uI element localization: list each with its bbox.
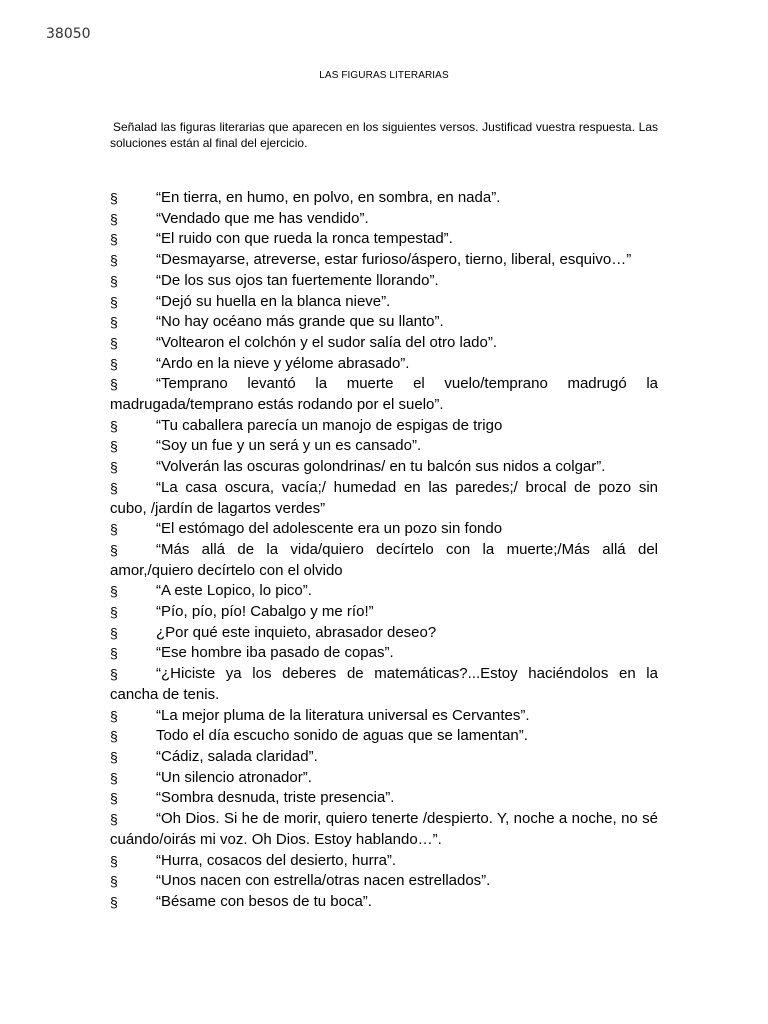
verse-text: “Sombra desnuda, triste presencia”. (156, 789, 395, 807)
document-id: 38050 (46, 26, 91, 42)
section-bullet: § (110, 521, 118, 538)
section-bullet: § (110, 231, 118, 248)
section-bullet: § (110, 769, 118, 786)
section-bullet: § (110, 438, 118, 455)
section-bullet: § (110, 334, 118, 351)
section-bullet: § (110, 852, 118, 869)
verse-text: “Ese hombre iba pasado de copas”. (156, 644, 394, 662)
verse-item (110, 747, 658, 768)
section-bullet: § (110, 666, 118, 683)
section-bullet: § (110, 272, 118, 289)
verse-text: “Dejó su huella en la blanca nieve”. (156, 292, 391, 310)
section-bullet: § (110, 541, 118, 558)
verse-item (110, 478, 658, 519)
verse-text: “A este Lopico, lo pico”. (156, 582, 312, 600)
section-bullet: § (110, 707, 118, 724)
instructions-paragraph: Señalad las figuras literarias que aparecen en los siguientes versos. Justificad vuestra respuesta. Las soluciones están al final del ejercicio. (110, 120, 658, 150)
verse-text: “Ardo en la nieve y yélome abrasado”. (156, 354, 410, 372)
verse-item (110, 540, 658, 581)
section-bullet: § (110, 790, 118, 807)
verse-item (110, 519, 658, 540)
verse-item (110, 788, 658, 809)
verse-text: “La mejor pluma de la literatura universal es Cervantes”. (156, 706, 530, 724)
verse-item (110, 664, 658, 705)
verse-item (110, 188, 658, 209)
verse-item (110, 250, 658, 271)
verse-item (110, 809, 658, 850)
verse-text: “Vendado que me has vendido”. (156, 209, 369, 227)
verse-item (110, 457, 658, 478)
verse-item (110, 768, 658, 789)
verse-item (110, 312, 658, 333)
section-bullet: § (110, 190, 118, 206)
section-bullet: § (110, 314, 118, 331)
verse-item (110, 726, 658, 747)
verse-text: “Voltearon el colchón y el sudor salía del otro lado”. (156, 333, 498, 351)
section-bullet: § (110, 459, 118, 476)
section-bullet: § (110, 583, 118, 600)
verse-text: ¿Por qué este inquieto, abrasador deseo? (156, 623, 437, 641)
verse-item (110, 581, 658, 602)
verse-text: “Temprano levantó la muerte el vuelo/temprano madrugó la madrugada/temprano estás rodando por el suelo”. (110, 375, 658, 414)
verse-item (110, 271, 658, 292)
verse-text: “¿Hiciste ya los deberes de matemáticas?...Estoy haciéndolos en la cancha de tenis. (110, 665, 658, 703)
verse-item (110, 374, 658, 415)
verse-text: “En tierra, en humo, en polvo, en sombra, en nada”. (156, 189, 501, 206)
verse-text: “No hay océano más grande que su llanto”. (156, 313, 444, 331)
section-bullet: § (110, 376, 118, 393)
section-bullet: § (110, 748, 118, 765)
verse-text: “Bésame con besos de tu boca”. (156, 892, 372, 910)
verse-item (110, 333, 658, 354)
section-bullet: § (110, 645, 118, 662)
verse-text: “Hurra, cosacos del desierto, hurra”. (156, 851, 397, 869)
section-bullet: § (110, 811, 118, 828)
verse-item (110, 416, 658, 437)
verse-item (110, 354, 658, 375)
verse-text: “De los sus ojos tan fuertemente llorando”. (156, 271, 439, 289)
verse-text: “Oh Dios. Si he de morir, quiero tenerte /despierto. Y, noche a noche, no sé cuándo/oirás mi voz. Oh Dios. Estoy hablando…”. (110, 810, 658, 848)
verse-text: “Tu caballera parecía un manojo de espigas de trigo (156, 416, 503, 434)
verse-text: “Pío, pío, pío! Cabalgo y me río!” (156, 603, 374, 621)
section-bullet: § (110, 624, 118, 641)
verse-text: “Desmayarse, atreverse, estar furioso/áspero, tierno, liberal, esquivo…” (156, 251, 632, 269)
verse-item (110, 871, 658, 892)
verse-item (110, 706, 658, 727)
verse-text: “Soy un fue y un será y un es cansado”. (156, 437, 422, 455)
verse-text: “Un silencio atronador”. (156, 768, 312, 786)
verse-text: “Volverán las oscuras golondrinas/ en tu balcón sus nidos a colgar”. (156, 458, 606, 476)
verse-item (110, 623, 658, 644)
verse-item (110, 851, 658, 872)
section-bullet: § (110, 728, 118, 745)
section-bullet: § (110, 210, 118, 227)
section-bullet: § (110, 355, 118, 372)
verse-text: “Más allá de la vida/quiero decírtelo con la muerte;/Más allá del amor,/quiero decírtelo con el olvido (110, 540, 658, 579)
verse-text: “El ruido con que rueda la ronca tempestad”. (156, 230, 453, 248)
section-bullet: § (110, 873, 118, 890)
verse-item (110, 209, 658, 230)
verse-text: “El estómago del adolescente era un pozo sin fondo (156, 520, 503, 538)
verse-text: Todo el día escucho sonido de aguas que se lamentan”. (156, 727, 528, 745)
verse-item (110, 602, 658, 623)
verse-text: “Cádiz, salada claridad”. (156, 747, 318, 765)
verse-text: “Unos nacen con estrella/otras nacen estrellados”. (156, 872, 491, 890)
verse-item (110, 292, 658, 313)
verse-item (110, 229, 658, 250)
section-bullet: § (110, 893, 118, 910)
section-bullet: § (110, 417, 118, 434)
verse-item (110, 643, 658, 664)
page-title: LAS FIGURAS LITERARIAS (319, 70, 449, 81)
section-bullet: § (110, 479, 118, 496)
section-bullet: § (110, 252, 118, 269)
section-bullet: § (110, 293, 118, 310)
verse-list (110, 188, 658, 913)
verse-text: “La casa oscura, vacía;/ humedad en las paredes;/ brocal de pozo sin cubo, /jardín de lagartos verdes” (110, 478, 658, 517)
verse-item (110, 892, 658, 913)
verse-item (110, 436, 658, 457)
section-bullet: § (110, 604, 118, 621)
